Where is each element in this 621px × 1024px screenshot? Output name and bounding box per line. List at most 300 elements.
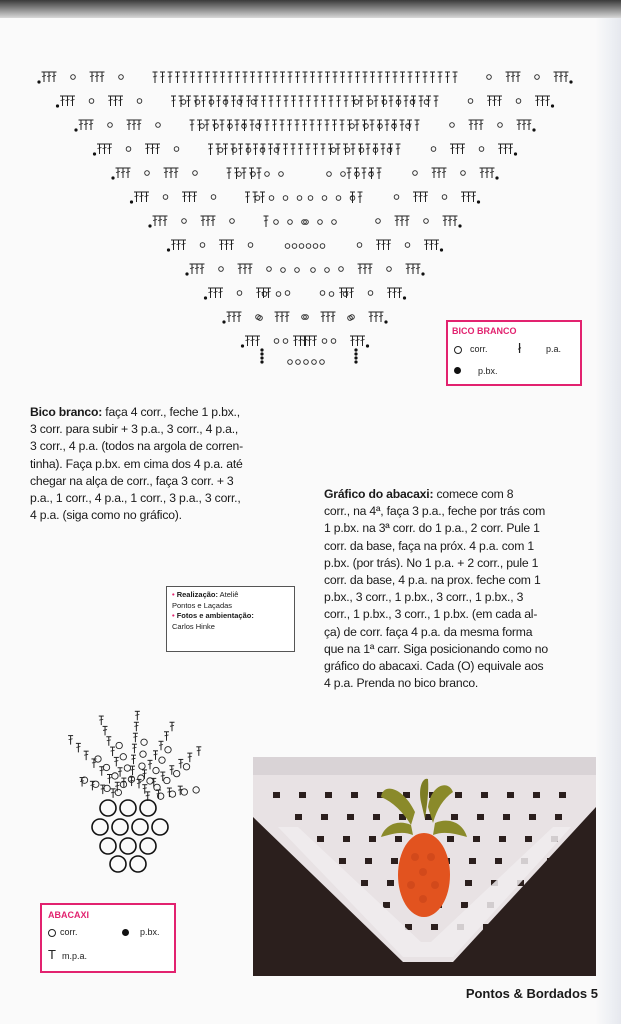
lace-hole-mark	[509, 924, 516, 930]
stitch-mark	[273, 76, 277, 77]
chain-mark	[274, 220, 279, 225]
stitch-mark	[522, 124, 526, 125]
chain-mark	[468, 99, 473, 104]
stitch-mark	[179, 763, 183, 764]
stitch-mark	[107, 740, 111, 741]
pineapple-cell-mark	[92, 819, 108, 835]
stitch-mark	[398, 292, 402, 293]
chain-mark	[339, 267, 344, 272]
stitch-mark	[438, 76, 442, 77]
chain-mark	[450, 123, 455, 128]
stitch-mark	[431, 76, 435, 77]
stitch-mark	[281, 76, 285, 77]
pineapple-cell-mark	[100, 838, 116, 854]
stitch-mark	[92, 762, 96, 763]
stitch-mark	[318, 124, 322, 125]
stitch-mark	[382, 244, 386, 245]
slip-mark	[130, 200, 133, 203]
chain-mark	[120, 754, 126, 760]
chain-mark	[331, 148, 336, 153]
stitch-mark	[405, 220, 409, 221]
chain-mark	[341, 172, 346, 177]
chain-mark	[183, 764, 189, 770]
chain-mark	[165, 747, 171, 753]
stitch-mark	[246, 340, 250, 341]
stitch-mark	[61, 100, 65, 101]
stitch-mark	[266, 76, 270, 77]
stitch-mark	[251, 340, 255, 341]
stitch-mark	[183, 196, 187, 197]
stitch-mark	[275, 316, 279, 317]
stitch-mark	[362, 172, 366, 173]
slip-mark	[366, 344, 369, 347]
stitch-mark	[174, 172, 178, 173]
chain-mark	[306, 244, 311, 249]
pineapple-cell-mark	[140, 838, 156, 854]
stitch-mark	[154, 754, 158, 755]
lace-hole-mark	[465, 880, 472, 886]
stitch-mark	[341, 76, 345, 77]
stitch-mark	[288, 124, 292, 125]
chain-mark	[535, 75, 540, 80]
stitch-mark	[235, 124, 239, 125]
stitch-mark	[511, 76, 515, 77]
chain-mark	[156, 123, 161, 128]
stitch-mark	[437, 172, 441, 173]
lace-hole-mark	[503, 814, 510, 820]
stitch-mark	[284, 148, 288, 149]
chain-mark	[181, 100, 186, 105]
stitch-mark	[200, 268, 204, 269]
chain-icon	[48, 929, 56, 937]
stitch-mark	[322, 100, 326, 101]
lace-hole-mark	[451, 814, 458, 820]
stitch-mark	[381, 148, 385, 149]
stitch-mark	[393, 76, 397, 77]
stitch-mark	[247, 100, 251, 101]
stitch-mark	[114, 761, 118, 762]
chain-mark	[320, 360, 325, 365]
slip-mark	[440, 248, 443, 251]
stitch-mark	[356, 76, 360, 77]
stitch-mark	[153, 76, 157, 77]
stitch-mark	[479, 124, 483, 125]
stitch-mark	[115, 785, 119, 786]
chain-mark	[368, 291, 373, 296]
lace-hole-mark	[495, 858, 502, 864]
chain-mark	[292, 244, 297, 249]
slip-mark	[260, 352, 263, 355]
stitch-mark	[351, 148, 355, 149]
stitch-mark	[446, 76, 450, 77]
legend-pbx-label: p.bx.	[478, 366, 498, 376]
stitch-mark	[318, 76, 322, 77]
chain-mark	[288, 360, 293, 365]
stitch-mark	[456, 148, 460, 149]
stitch-mark	[145, 196, 149, 197]
lace-hole-mark	[361, 880, 368, 886]
stitch-mark	[170, 769, 174, 770]
legend-abacaxi	[40, 903, 176, 973]
slip-mark	[148, 224, 151, 227]
stitch-mark	[146, 148, 150, 149]
chain-mark	[283, 196, 288, 201]
stitch-mark	[536, 100, 540, 101]
stitch-mark	[111, 792, 115, 793]
stitch-mark	[559, 76, 563, 77]
pineapple-cell-mark	[100, 800, 116, 816]
stitch-mark	[191, 76, 195, 77]
stitch-mark	[344, 100, 348, 101]
chain-mark	[251, 100, 256, 105]
chain-mark	[269, 196, 274, 201]
lace-hole-mark	[387, 880, 394, 886]
stitch-mark	[225, 244, 229, 245]
stitch-mark	[299, 148, 303, 149]
abacaxi-title: Gráfico do abacaxi:	[324, 487, 434, 501]
stitch-mark	[299, 100, 303, 101]
pineapple-cell-mark	[120, 800, 136, 816]
chain-mark	[265, 172, 270, 177]
stitch-mark	[462, 196, 466, 197]
chain-mark	[108, 123, 113, 128]
stitch-mark	[209, 148, 213, 149]
chain-mark	[137, 99, 142, 104]
lace-hole-mark	[369, 836, 376, 842]
stitch-mark	[206, 220, 210, 221]
stitch-mark	[351, 340, 355, 341]
stitch-mark	[165, 735, 169, 736]
chain-mark	[498, 123, 503, 128]
stitch-mark	[79, 124, 83, 125]
lace-hole-mark	[483, 924, 490, 930]
stitch-mark	[333, 76, 337, 77]
stitch-mark	[296, 76, 300, 77]
stitch-mark	[280, 124, 284, 125]
chain-mark	[262, 292, 267, 297]
chain-mark	[193, 787, 199, 793]
stitch-mark	[506, 76, 510, 77]
stitch-mark	[239, 148, 243, 149]
stitch-mark	[370, 124, 374, 125]
stitch-mark	[143, 788, 147, 789]
chain-mark	[181, 789, 187, 795]
stitch-mark	[395, 220, 399, 221]
chain-mark	[193, 171, 198, 176]
stitch-mark	[170, 725, 174, 726]
stitch-mark	[386, 76, 390, 77]
lace-hole-mark	[555, 814, 562, 820]
lace-hole-mark	[383, 902, 390, 908]
abacaxi-line-7: corr., 1 p.bx., 3 corr., 1 p.bx. (em cada al-	[324, 607, 538, 622]
stitch-mark	[396, 148, 400, 149]
slip-mark	[74, 128, 77, 131]
stitch-mark	[336, 148, 340, 149]
stitch-mark	[527, 124, 531, 125]
slip-stitch-icon	[454, 367, 461, 374]
lace-hole-mark	[351, 792, 358, 798]
stitch-mark	[326, 316, 330, 317]
lace-hole-mark	[295, 814, 302, 820]
bico-line-0: faça 4 corr., feche 1 p.bx.,	[102, 405, 240, 419]
stitch-mark	[453, 76, 457, 77]
stitch-mark	[246, 196, 250, 197]
stitch-mark	[89, 124, 93, 125]
stitch-mark	[98, 148, 102, 149]
slip-mark	[204, 296, 207, 299]
slip-mark	[37, 80, 40, 83]
stitch-mark	[267, 292, 271, 293]
stitch-mark	[84, 754, 88, 755]
lace-hole-mark	[533, 792, 540, 798]
stitch-mark	[137, 783, 141, 784]
stitch-mark	[388, 292, 392, 293]
stitch-mark	[109, 100, 113, 101]
chain-mark	[312, 360, 317, 365]
stitch-mark	[307, 100, 311, 101]
chain-mark	[115, 789, 121, 795]
chain-mark	[164, 777, 170, 783]
bico-line-6: 4 p.a. (siga como no gráfico).	[30, 508, 182, 523]
legend-pa-label: p.a.	[546, 344, 562, 354]
stitch-mark	[250, 124, 254, 125]
pineapple-cell-mark	[152, 819, 168, 835]
credits-box: • Realização: Ateliê Pontos e Laçadas • Fotos e ambientação: Carlos Hinke	[166, 586, 295, 652]
stitch-mark	[90, 76, 94, 77]
chain-mark	[274, 339, 279, 344]
chain-mark	[71, 75, 76, 80]
chain-mark	[308, 196, 313, 201]
stitch-mark	[469, 124, 473, 125]
stitch-mark	[356, 340, 360, 341]
stitch-mark	[416, 268, 420, 269]
stitch-mark	[485, 172, 489, 173]
stitch-mark	[230, 244, 234, 245]
stitch-mark	[419, 100, 423, 101]
stitch-mark	[172, 100, 176, 101]
slip-mark	[532, 128, 535, 131]
slip-mark	[93, 152, 96, 155]
stitch-mark	[227, 172, 231, 173]
stitch-mark	[217, 100, 221, 101]
stitch-mark	[273, 124, 277, 125]
lace-hole-mark	[431, 924, 438, 930]
stitch-mark	[47, 76, 51, 77]
stitch-mark	[377, 244, 381, 245]
stitch-mark	[308, 340, 312, 341]
stitch-mark	[257, 292, 261, 293]
chain-mark	[331, 339, 336, 344]
stitch-mark	[369, 316, 373, 317]
slip-mark	[56, 104, 59, 107]
lace-hole-mark	[547, 858, 554, 864]
stitch-mark	[321, 316, 325, 317]
stitch-mark	[401, 76, 405, 77]
abacaxi-instructions	[324, 486, 604, 692]
stitch-mark	[509, 148, 513, 149]
stitch-mark	[153, 220, 157, 221]
abacaxi-line-10: gráfico do abacaxi. Cada (O) equivale aos	[324, 659, 544, 674]
stitch-mark	[100, 770, 104, 771]
chain-mark	[159, 757, 165, 763]
lace-hole-mark	[539, 902, 546, 908]
slip-mark	[260, 360, 263, 363]
stitch-mark	[66, 100, 70, 101]
chain-mark	[424, 219, 429, 224]
slip-mark	[551, 104, 554, 107]
stitch-mark	[146, 795, 150, 796]
stitch-mark	[131, 769, 135, 770]
stitch-mark	[220, 124, 224, 125]
stitch-mark	[163, 220, 167, 221]
stitch-mark	[158, 220, 162, 221]
stitch-mark	[228, 76, 232, 77]
legend-abacaxi-mpa-label: m.p.a.	[62, 951, 88, 961]
chain-mark	[487, 75, 492, 80]
legend-bico-branco	[446, 320, 582, 386]
chain-mark	[357, 243, 362, 248]
stitch-mark	[182, 244, 186, 245]
chain-mark	[218, 148, 223, 153]
stitch-mark	[148, 764, 152, 765]
stitch-mark	[256, 340, 260, 341]
chain-mark	[387, 267, 392, 272]
stitch-mark	[333, 124, 337, 125]
stitch-mark	[76, 747, 80, 748]
slip-mark	[458, 224, 461, 227]
chain-mark	[267, 267, 272, 272]
stitch-mark	[95, 76, 99, 77]
stitch-mark	[205, 124, 209, 125]
lace-hole-mark	[343, 836, 350, 842]
stitch-mark	[190, 124, 194, 125]
stitch-mark	[224, 148, 228, 149]
stitch-mark	[326, 76, 330, 77]
chain-mark	[350, 124, 355, 129]
stitch-mark	[416, 76, 420, 77]
stitch-mark	[451, 148, 455, 149]
lace-hole-mark	[339, 858, 346, 864]
chain-mark	[103, 764, 109, 770]
stitch-mark	[371, 76, 375, 77]
stitch-mark	[172, 244, 176, 245]
stitch-mark	[137, 124, 141, 125]
pineapple-cell-mark	[130, 856, 146, 872]
stitch-mark	[152, 782, 156, 783]
stitch-mark	[472, 196, 476, 197]
stitch-mark	[269, 100, 273, 101]
slip-mark	[354, 360, 357, 363]
chain-mark	[237, 291, 242, 296]
stitch-mark	[111, 750, 115, 751]
stitch-mark	[480, 172, 484, 173]
lace-hole-mark	[447, 836, 454, 842]
abacaxi-line-5: corr. da base, 4 p.a. na prox. feche com 1	[324, 573, 541, 588]
slip-mark	[260, 356, 263, 359]
chain-mark	[276, 292, 281, 297]
stitch-mark	[347, 172, 351, 173]
lace-hole-mark	[461, 902, 468, 908]
chain-mark	[296, 360, 301, 365]
lace-hole-mark	[325, 792, 332, 798]
stitch-mark	[374, 316, 378, 317]
chain-mark	[219, 267, 224, 272]
fotos-label: Fotos e ambientação:	[176, 611, 254, 620]
chain-mark	[153, 767, 159, 773]
stitch-mark	[277, 100, 281, 101]
stitch-mark	[415, 124, 419, 125]
stitch-mark	[448, 220, 452, 221]
stitch-mark	[251, 76, 255, 77]
stitch-mark	[389, 100, 393, 101]
stitch-mark	[306, 148, 310, 149]
stitch-mark	[348, 76, 352, 77]
abacaxi-line-4: p.bx. (por trás). No 1 p.a. + 2 corr., pule 1	[324, 555, 539, 570]
stitch-mark	[156, 148, 160, 149]
stitch-mark	[114, 100, 118, 101]
stitch-mark	[219, 292, 223, 293]
slip-mark	[260, 348, 263, 351]
stitch-mark	[337, 100, 341, 101]
stitch-mark	[374, 100, 378, 101]
chain-mark	[322, 196, 327, 201]
stitch-mark	[461, 148, 465, 149]
chain-mark	[112, 773, 118, 779]
chain-mark	[139, 763, 145, 769]
chain-mark	[327, 172, 332, 177]
stitch-mark	[424, 196, 428, 197]
slip-mark	[514, 152, 517, 155]
stitch-mark	[42, 76, 46, 77]
stitch-mark	[377, 172, 381, 173]
chain-mark	[313, 244, 318, 249]
bico-line-1: 3 corr. para subir + 3 p.a., 3 corr., 4 p.a.,	[30, 422, 239, 437]
chain-mark	[354, 100, 359, 105]
stitch-mark	[69, 739, 73, 740]
stitch-mark	[71, 100, 75, 101]
stitch-mark	[214, 292, 218, 293]
stitch-mark	[294, 340, 298, 341]
chain-mark	[126, 147, 131, 152]
slip-mark	[569, 80, 572, 83]
chain-mark	[431, 147, 436, 152]
legend-abacaxi-title: ABACAXI	[48, 910, 90, 920]
double-crochet-icon: ł	[518, 340, 522, 356]
stitch-mark	[161, 775, 165, 776]
stitch-mark	[195, 268, 199, 269]
stitch-mark	[232, 316, 236, 317]
chain-mark	[116, 742, 122, 748]
chain-mark	[318, 220, 323, 225]
stitch-mark	[116, 172, 120, 173]
fotos-value: Carlos Hinke	[172, 621, 215, 631]
stitch-mark	[190, 268, 194, 269]
abacaxi-line-3: corr. da base, faça na próx. 4 p.a. com 1	[324, 538, 534, 553]
stitch-mark	[52, 76, 56, 77]
lace-hole-mark	[347, 814, 354, 820]
stitch-mark	[140, 196, 144, 197]
stitch-mark	[474, 124, 478, 125]
page-footer: Pontos & Bordados 5	[465, 986, 598, 1001]
stitch-mark	[197, 750, 201, 751]
chain-mark	[174, 147, 179, 152]
chain-mark	[442, 195, 447, 200]
bico-line-3: tinha). Faça p.bx. em cima dos 4 p.a. até	[30, 456, 243, 471]
stitch-mark	[107, 778, 111, 779]
stitch-mark	[135, 714, 139, 715]
stitch-mark	[331, 316, 335, 317]
stitch-mark	[379, 316, 383, 317]
